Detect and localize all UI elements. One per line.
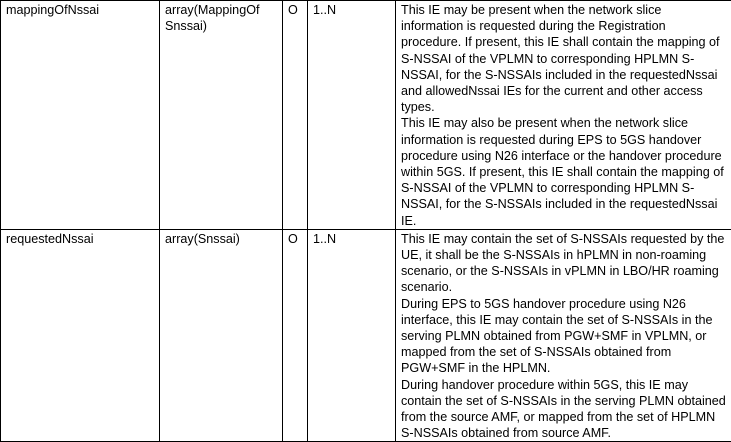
- data-type-cell: array(MappingOf Snssai): [160, 1, 283, 230]
- description-paragraph: This IE may be present when the network slice information is requested during the Registration procedure. If present, this IE shall contain the mapping of S-NSSAI of the VPLMN to corresponding HPLMN S-NSSAI, for the S-NSSAIs included in the requestedNssai and allowedNssai IEs for the current and other access types.: [401, 2, 727, 115]
- data-type-cell: array(Snssai): [160, 229, 283, 442]
- presence-cell: O: [283, 1, 308, 230]
- table-row-mapping-of-nssai: [1, 1, 731, 230]
- description-cell: [396, 1, 731, 230]
- description-paragraph: This IE may contain the set of S-NSSAIs requested by the UE, it shall be the S-NSSAIs in hPLMN in non-roaming scenario, or the S-NSSAIs in vPLMN in LBO/HR roaming scenario.: [401, 231, 727, 296]
- description-cell: [396, 229, 731, 442]
- description-paragraph: This IE may also be present when the network slice information is requested during EPS to 5GS handover procedure using N26 interface or the handover procedure within 5GS. If present, this IE shall contain the mapping of S-NSSAI of the VPLMN to corresponding HPLMN S-NSSAI, for the S-NSSAIs included in the requestedNssai IE.: [401, 115, 727, 228]
- cardinality-cell: 1..N: [308, 229, 396, 442]
- presence-cell: O: [283, 229, 308, 442]
- ie-name-cell: mappingOfNssai: [1, 1, 160, 230]
- ie-name-cell: requestedNssai: [1, 229, 160, 442]
- description-paragraph: During handover procedure within 5GS, this IE may contain the set of S-NSSAIs in the serving PLMN obtained from the source AMF, or mapped from the set of HPLMN S-NSSAIs obtained from source AMF.: [401, 377, 727, 442]
- description-paragraph: During EPS to 5GS handover procedure using N26 interface, this IE may contain the set of S-NSSAIs in the serving PLMN obtained from PGW+SMF in VPLMN, or mapped from the set of S-NSSAIs obtained from PGW+SMF in the HPLMN.: [401, 296, 727, 377]
- cardinality-cell: 1..N: [308, 1, 396, 230]
- table-row-requested-nssai: [1, 229, 731, 442]
